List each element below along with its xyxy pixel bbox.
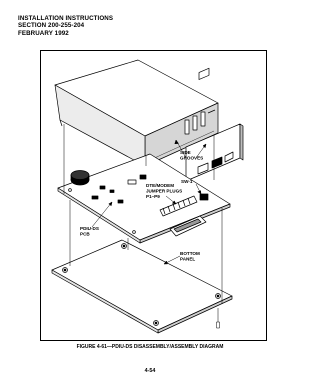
bottom-panel — [52, 240, 232, 333]
label-panel: PANEL — [180, 256, 196, 262]
label-bottom: BOTTOM — [180, 251, 200, 256]
label-pdiu-ds: PDIU-DS — [80, 226, 99, 231]
label-sw1: SW-1 — [181, 179, 193, 184]
label-pcb: PCB — [80, 231, 90, 237]
label-jumper-plugs: JUMPER PLUGS — [146, 188, 183, 194]
figure-caption: FIGURE 4-61—PDIU-DS DISASSEMBLY/ASSEMBLY DIAGRAM — [76, 344, 224, 350]
label-grooves: GROOVES — [180, 155, 204, 161]
page-number: 4-54 — [144, 368, 156, 374]
label-side: SIDE — [180, 150, 191, 155]
header-title: INSTALLATION INSTRUCTIONS — [18, 15, 114, 22]
header-section: SECTION 200-255-204 — [18, 22, 85, 30]
header-date: FEBRUARY 1992 — [18, 29, 69, 37]
label-p1-p9: P1–P9 — [146, 194, 160, 199]
label-dte-modem: DTE/MODEM — [146, 183, 175, 188]
